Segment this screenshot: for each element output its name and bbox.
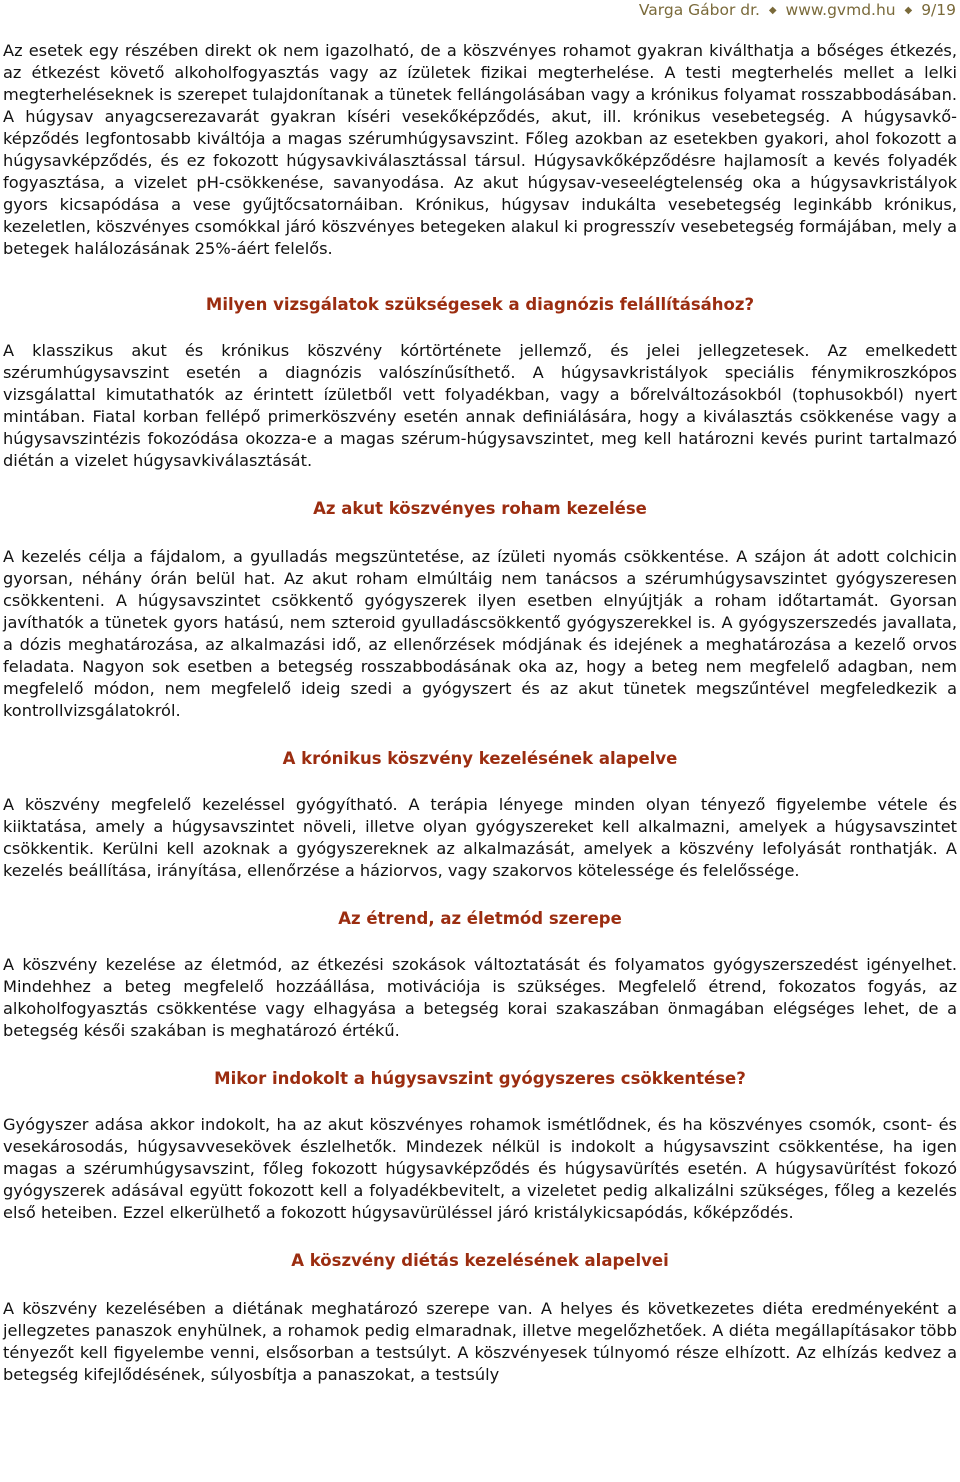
header-page-number: 9/19 [921,1,956,19]
drug-therapy-paragraph: Gyógyszer adása akkor indokolt, ha az akut köszvényes rohamok ismétlődnek, és ha köszvényes csomók, csont- és vesekárosodás, húgysavvesekövek észlelhetők. Mindezek nélkül is indokolt a húgysavszint csökkentése, ha igen magas a szérumhúgysavszint, főleg fokozott húgysavképződés és húgysavürítés esetén. A húgysavürítést fokozó gyógyszerek adásával együtt fokozott kell a folyadékbevitelt, a vizeletet pedig alkalizálni szükséges, főleg a kezelés első heteiben. Ezzel elkerülhető a fokozott húgysavürüléssel járó kristálykicsapódás, kőképződés. [3,1115,957,1222]
diagnosis-heading: Milyen vizsgálatok szükségesek a diagnózis felállításához? [205,295,755,314]
acute-treatment-heading: Az akut köszvényes roham kezelése [313,499,647,518]
intro-paragraph: Az esetek egy részében direkt ok nem igazolható, de a köszvényes rohamot gyakran kiválthatja a bőséges étkezés, az étkezést követő alkoholfogyasztás vagy az ízületek fizikai megterhelése. A testi megterhelés mellet a lelki megterheléseknek is szerepet tulajdonítanak a tünetek fellángolásában vagy a krónikus folyamat rosszabbodásában. A húgysav anyagcserezavarát gyakran kíséri vesekőképződés, akut, ill. krónikus vesebetegség. A húgysavkő-képződés legfontosabb kiváltója a magas szérumhúgysavszint. Főleg azokban az esetekben gyakori, ahol fokozott a húgysavképződés, és ez fokozott húgysavkiválasztással társul. Húgysavkőképződésre hajlamosít a kevés folyadék fogyasztása, a vizelet pH-csökkenése, savanyodása. Az akut húgysav-veseelégtelenség oka a húgysavkristályok gyors kicsapódása a vese gyűjtőcsatornáiban. Krónikus, húgysav indukálta vesebetegség leginkább krónikus, kezeletlen, köszvényes csomókkal járó köszvényes betegeken alakul ki progresszív vesebetegség formájában, mely a betegek halálozásának 25%-áért felelős. [3,41,957,258]
document-body [3,40,957,1386]
diet-lifestyle-paragraph: A köszvény kezelése az életmód, az étkezési szokások változtatását és folyamatos gyógyszerszedést igényelhet. Mindehhez a beteg megfelelő hozzáállása, motivációja is szükséges. Megfelelő étrend, fokozatos fogyás, az alkoholfogyasztás csökkentése vagy elhagyása a betegség korai szakaszában önmagában elégséges lehet, de a betegség késői szakában is meghatározó értékű. [3,955,957,1040]
diet-lifestyle-heading: Az étrend, az életmód szerepe [338,909,622,928]
chronic-treatment-paragraph: A köszvény megfelelő kezeléssel gyógyítható. A terápia lényege minden olyan tényező figyelembe vétele és kiiktatása, amely a húgysavszintet növeli, illetve olyan gyógyszereket kell alkalmazni, amelyek a húgysavszintet csökkentik. Kerülni kell azoknak a gyógyszereknek az alkalmazását, amelyek a köszvény lefolyását ronthatják. A kezelés beállítása, irányítása, ellenőrzése a háziorvos, vagy szakorvos kötelessége és felelőssége. [3,795,957,880]
header-site-link[interactable]: www.gvmd.hu [785,1,896,19]
acute-treatment-paragraph: A kezelés célja a fájdalom, a gyulladás megszüntetése, az ízületi nyomás csökkentése. A szájon át adott colchicin gyorsan, néhány órán belül hat. Az akut roham elmúltáig nem tanácsos a szérumhúgysavszintet gyógyszeresen csökkenteni. A húgysavszintet csökkentő gyógyszerek ilyen esetben elnyújtják a roham időtartamát. Gyorsan javíthatók a tünetek gyors hatású, nem szteroid gyulladáscsökkentő gyógyszerekkel is. A gyógyszerszedés javallata, a dózis meghatározása, az alkalmazási idő, az ellenőrzések módjának és idejének a meghatározása a kezelő orvos feladata. Nagyon sok esetben a betegség rosszabbodásának oka az, hogy a beteg nem megfelelő adagban, nem megfelelő módon, nem megfelelő ideig szedi a gyógyszert és az akut tünetek megszűntével megfeledkezik a kontrollvizsgálatokról. [3,547,957,720]
header-author: Varga Gábor dr. [638,1,760,19]
chronic-treatment-heading: A krónikus köszvény kezelésének alapelve [282,749,678,768]
diamond-separator-icon: ◆ [768,5,777,16]
diagnosis-paragraph: A klasszikus akut és krónikus köszvény kórtörténete jellemző, és jelei jellegzetesek. Az emelkedett szérumhúgysavszint esetén a diagnózis valószínűsíthető. A húgysavkristályok speciális fénymikroszkópos vizsgálattal kimutathatók az érintett ízületből vett folyadékban, vagy a bőrelváltozásokból (tophusokból) nyert mintában. Fiatal korban fellépő primerköszvény esetén annak definiálására, hogy a kiválasztás csökkenése vagy a húgysavszintézis fokozódása okozza-e a magas szérum-húgysavszintet, meg kell határozni kevés purint tartalmazó diétán a vizelet húgysavkiválasztását. [3,341,957,470]
diet-principles-heading: A köszvény diétás kezelésének alapelvei [291,1251,669,1270]
diet-principles-paragraph: A köszvény kezelésében a diétának meghatározó szerepe van. A helyes és következetes diéta eredményeként a jellegzetes panaszok enyhülnek, a rohamok pedig elmaradnak, illetve megelőzhetőek. A diéta megállapításakor több tényezőt kell figyelembe venni, elsősorban a testsúlyt. A köszvényesek túlnyomó része elhízott. Az elhízás kedvez a betegség kifejlődésének, súlyosbítja a panaszokat, a testsúly [3,1299,957,1384]
page-header [639,0,956,22]
diamond-separator-icon: ◆ [904,5,913,16]
drug-therapy-heading: Mikor indokolt a húgysavszint gyógyszeres csökkentése? [214,1069,746,1088]
